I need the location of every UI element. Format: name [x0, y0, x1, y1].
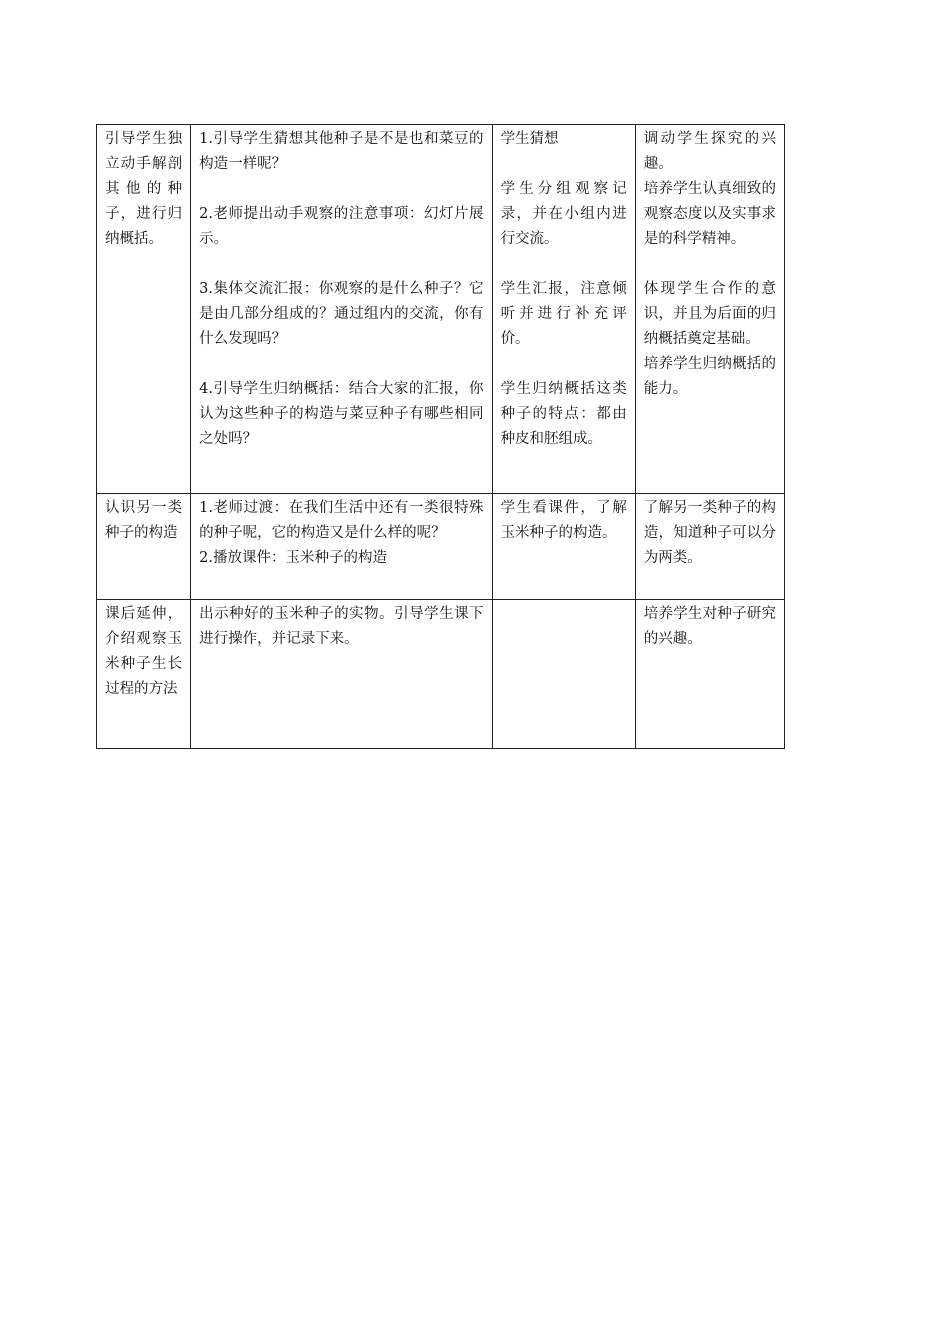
spacer	[501, 352, 627, 377]
purpose-item: 培养学生归纳概括的能力。	[643, 356, 776, 397]
activity-cell	[97, 600, 191, 749]
purpose-item: 培养学生对种子研究的兴趣。	[643, 606, 776, 647]
student-activity-cell	[492, 494, 635, 600]
spacer	[501, 152, 627, 177]
table-row	[97, 494, 785, 600]
teacher-activity-cell	[191, 125, 492, 494]
design-purpose-cell	[635, 600, 784, 749]
teacher-step: 3.集体交流汇报：你观察的是什么种子？它是由几部分组成的？通过组内的交流，你有什么发现吗？	[199, 281, 484, 347]
table-row	[97, 600, 785, 749]
purpose-item: 调动学生探究的兴趣。	[643, 131, 776, 172]
student-activity-cell	[492, 125, 635, 494]
table-row	[97, 125, 785, 494]
activity-text: 引导学生独立动手解剖其他的种子，进行归纳概括。	[105, 131, 183, 247]
spacer	[644, 252, 776, 277]
student-step: 学生看课件，了解玉米种子的构造。	[500, 500, 627, 541]
spacer	[199, 252, 483, 277]
spacer	[199, 352, 483, 377]
student-step: 学生汇报，注意倾听并进行补充评价。	[500, 281, 627, 347]
activity-cell	[97, 125, 191, 494]
design-purpose-cell	[635, 494, 784, 600]
student-step: 学生猜想	[500, 131, 559, 147]
teacher-step: 2.老师提出动手观察的注意事项：幻灯片展示。	[199, 206, 484, 247]
activity-text: 课后延伸，介绍观察玉米种子生长过程的方法	[105, 606, 183, 697]
teacher-step: 出示种好的玉米种子的实物。引导学生课下进行操作，并记录下来。	[199, 606, 484, 647]
student-step: 学生分组观察记录，并在小组内进行交流。	[500, 181, 627, 247]
purpose-item: 了解另一类种子的构造，知道种子可以分为两类。	[643, 500, 776, 566]
student-activity-cell	[492, 600, 635, 749]
design-purpose-cell	[635, 125, 784, 494]
teacher-step: 1.引导学生猜想其他种子是不是也和菜豆的构造一样呢？	[199, 131, 484, 172]
activity-cell	[97, 494, 191, 600]
teacher-step: 4.引导学生归纳概括：结合大家的汇报，你认为这些种子的构造与菜豆种子有哪些相同之处吗？	[199, 381, 484, 447]
lesson-plan-table	[96, 124, 785, 749]
student-step: 学生归纳概括这类种子的特点：都由种皮和胚组成。	[500, 381, 627, 447]
teacher-step: 1.老师过渡：在我们生活中还有一类很特殊的种子呢，它的构造又是什么样的呢？	[199, 500, 484, 541]
spacer	[199, 177, 483, 202]
teacher-activity-cell	[191, 494, 492, 600]
activity-text: 认识另一类种子的构造	[105, 500, 183, 541]
purpose-item: 体现学生合作的意识，并且为后面的归纳概括奠定基础。	[643, 281, 776, 347]
spacer	[501, 252, 627, 277]
teacher-step: 2.播放课件：玉米种子的构造	[199, 550, 387, 566]
teacher-activity-cell	[191, 600, 492, 749]
purpose-item: 培养学生认真细致的观察态度以及实事求是的科学精神。	[643, 181, 776, 247]
